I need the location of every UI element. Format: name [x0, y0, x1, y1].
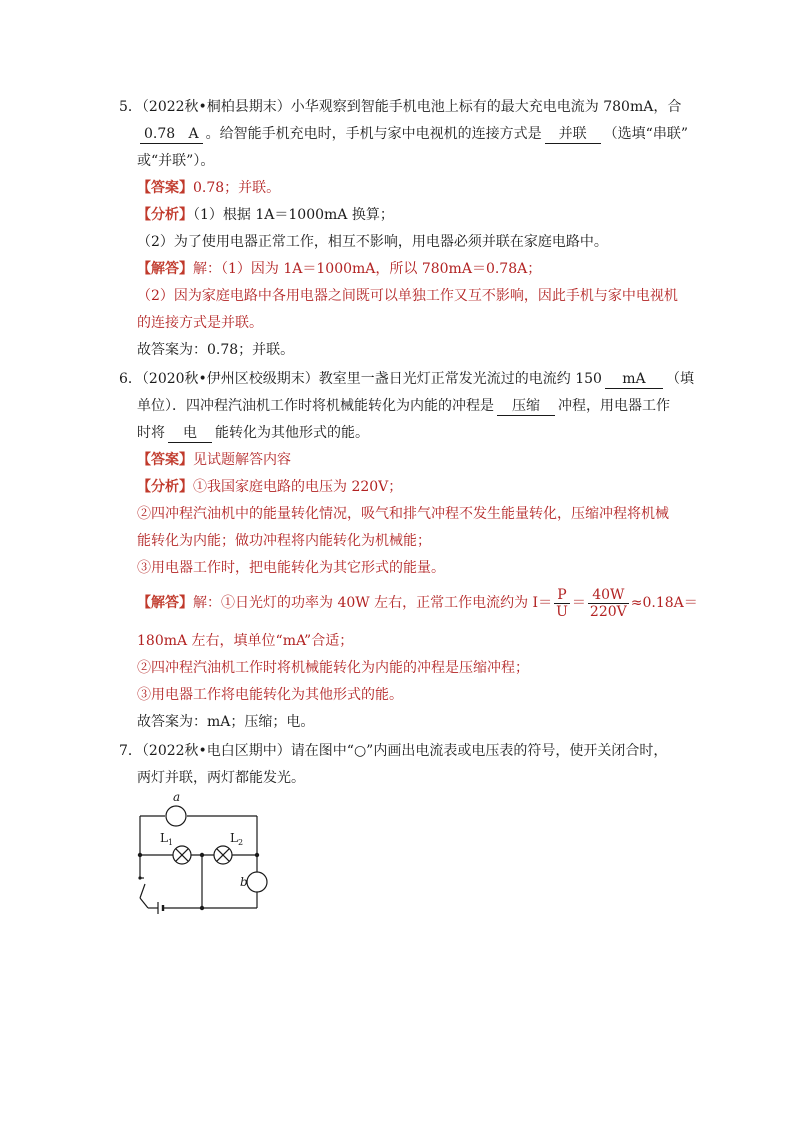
q6-blank-1: mA — [605, 370, 663, 389]
q6-blank-3: 电 — [168, 424, 212, 443]
q5-solution-2: （2）因为家庭电路中各用电器之间既可以单独工作又互不影响，因此手机与家中电视机 — [137, 288, 678, 304]
label-b: b — [240, 875, 248, 889]
junction-dot — [255, 853, 259, 857]
junction-dot — [200, 906, 204, 910]
label-a: a — [173, 790, 181, 804]
q5-answer: 【答案】0.78；并联。 — [137, 180, 281, 196]
q6-blank-2: 压缩 — [497, 397, 555, 416]
q5-blank-1: 0.78 A — [140, 125, 203, 144]
fraction-p-over-u: $\frac{P}{U}$ — [556, 586, 568, 620]
q6-analysis-1: 【分析】①我国家庭电路的电压为 220V； — [137, 479, 403, 495]
q6-final: 故答案为：mA；压缩；电。 — [137, 714, 315, 730]
q5-stem-3: （选填“串联” — [603, 126, 688, 142]
q5-solution-3: 的连接方式是并联。 — [137, 315, 263, 331]
q6-solution-1: 【解答】解：①日光灯的功率为 40W 左右，正常工作电流约为 I＝ $\frac{P}{U}$ ＝ $\frac{40W}{220V}$ ≈0.18A＝ — [137, 586, 698, 620]
q5-blank-2: 并联 — [545, 125, 601, 144]
q5-line-3: 或“并联”）。 — [137, 153, 215, 169]
fraction-40w-over-220v: $\frac{40W}{220V}$ — [589, 586, 627, 620]
q6-answer: 【答案】见试题解答内容 — [137, 452, 291, 468]
q7-line-2: 两灯并联，两灯都能发光。 — [137, 770, 305, 786]
junction-dot — [138, 853, 142, 857]
q6-solution-4: ③用电器工作将电能转化为其他形式的能。 — [137, 687, 403, 703]
q5-line-2 — [137, 125, 688, 144]
lamp-l2-icon — [214, 846, 232, 864]
q7-line-1: 7．（2022秋•电白区期中）请在图中“○”内画出电流表或电压表的符号，使开关闭合时， — [119, 743, 668, 759]
label-l1: $L_1$ — [160, 831, 174, 847]
q6-line-2: 单位）．四冲程汽油机工作时将机械能转化为内能的冲程是 压缩 冲程，用电器工作 — [137, 398, 670, 414]
switch-contact — [138, 876, 141, 879]
junction-dot — [200, 853, 204, 857]
q5-analysis-2: （2）为了使用电器正常工作，相互不影响，用电器必须并联在家庭电路中。 — [137, 234, 608, 250]
q5-stem-1: 5．（2022秋•桐柏县期末）小华观察到智能手机电池上标有的最大充电电流为 780mA，合 — [119, 99, 682, 115]
lamp-l1-icon — [173, 846, 191, 864]
q5-analysis-1: 【分析】（1）根据 1A＝1000mA 换算； — [137, 207, 394, 223]
label-l2: $L_2$ — [230, 831, 244, 847]
q5-stem-2: 。给智能手机充电时，手机与家中电视机的连接方式是 — [205, 126, 542, 142]
circuit-diagram — [130, 790, 280, 915]
q5-solution-1: 【解答】解：（1）因为 1A＝1000mA，所以 780mA＝0.78A； — [137, 261, 542, 277]
meter-a-circle — [166, 806, 186, 826]
q6-analysis-3: 能转化为内能；做功冲程将内能转化为机械能； — [137, 533, 431, 549]
q6-analysis-4: ③用电器工作时，把电能转化为其它形式的能量。 — [137, 560, 445, 576]
meter-b-circle — [247, 872, 267, 892]
q5-line-1 — [119, 98, 681, 116]
q6-line-1: 6．（2020秋•伊州区校级期末）教室里一盏日光灯正常发光流过的电流约 150 mA （填 — [119, 371, 694, 387]
q5-final: 故答案为：0.78；并联。 — [137, 342, 295, 358]
q6-solution-3: ②四冲程汽油机工作时将机械能转化为内能的冲程是压缩冲程； — [137, 660, 529, 676]
q6-analysis-2: ②四冲程汽油机中的能量转化情况，吸气和排气冲程不发生能量转化，压缩冲程将机械 — [137, 506, 669, 522]
q6-solution-2: 180mA 左右，填单位“mA”合适； — [137, 633, 354, 649]
q6-line-3: 时将 电 能转化为其他形式的能。 — [137, 425, 369, 441]
